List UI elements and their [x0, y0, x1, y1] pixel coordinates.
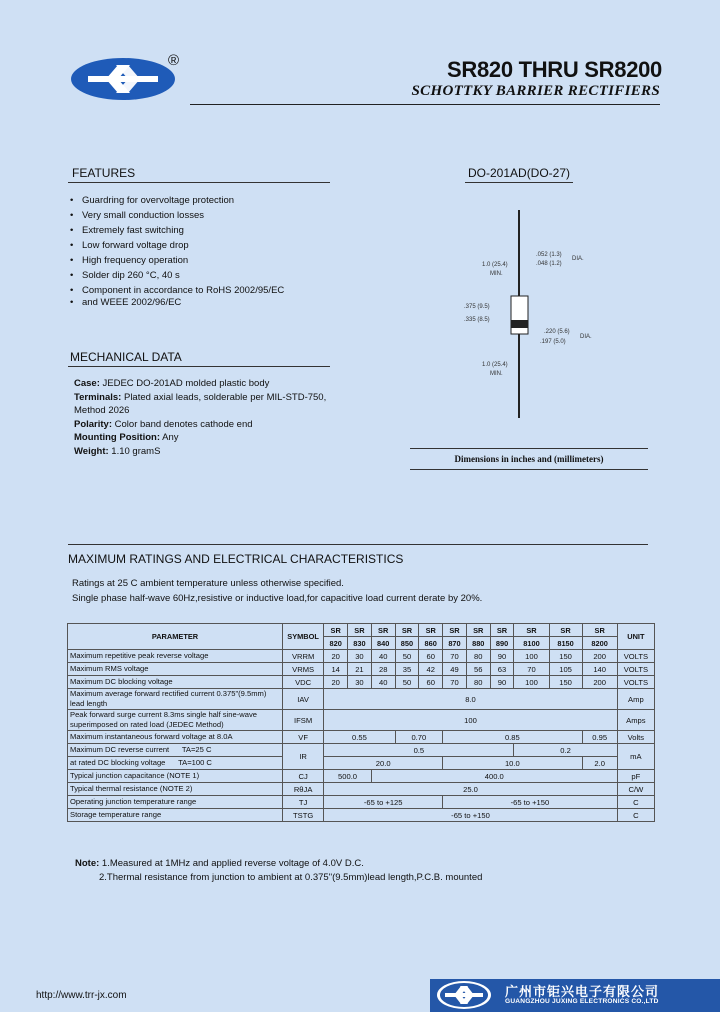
feature-item: • Low forward voltage drop	[70, 238, 284, 253]
dim-lead-length-bottom: 1.0 (25.4)	[482, 362, 508, 368]
dim-min-bottom: MIN.	[490, 371, 503, 377]
value-cell: -65 to +125	[324, 796, 443, 809]
unit-cell: pF	[617, 770, 654, 783]
header-part-number: 880	[466, 637, 490, 650]
value-cell: 105	[549, 663, 582, 676]
features-heading: FEATURES	[72, 166, 136, 180]
table-row	[68, 744, 655, 757]
value-cell: 150	[549, 650, 582, 663]
dim-body-length-1: .375 (9.5)	[464, 304, 490, 310]
feature-item-text: and WEEE 2002/96/EC	[82, 297, 182, 308]
table-row	[68, 770, 655, 783]
notes	[75, 857, 482, 885]
feature-item: • Very small conduction losses	[70, 208, 284, 223]
company-logo	[68, 56, 178, 102]
param-cell: at rated DC blocking voltage TA=100 C	[68, 757, 283, 770]
mech-case: Case: JEDEC DO-201AD molded plastic body	[74, 378, 270, 389]
company-name-cn: 广州市钜兴电子有限公司	[505, 984, 660, 999]
unit-cell: C	[617, 809, 654, 822]
note-2: 2.Thermal resistance from junction to ambient at 0.375"(9.5mm)lead length,P.C.B. mounted	[99, 872, 483, 883]
value-cell: 100	[514, 650, 549, 663]
table-row	[68, 676, 655, 689]
value-cell: 70	[443, 650, 467, 663]
mech-mounting: Mounting Position: Any	[74, 432, 179, 443]
table-row	[68, 809, 655, 822]
param-cell: Maximum instantaneous forward voltage at 8.0A	[68, 731, 283, 744]
header-part-prefix: SR	[466, 624, 490, 637]
symbol-cell: TJ	[282, 796, 323, 809]
mechanical-heading: MECHANICAL DATA	[70, 350, 182, 364]
value-cell: 100	[324, 710, 617, 731]
value-cell: 90	[490, 650, 514, 663]
table-row	[68, 757, 655, 770]
value-cell: 49	[443, 663, 467, 676]
value-cell: 40	[371, 650, 395, 663]
param-cell: Maximum average forward rectified current 0.375"(9.5mm) lead length	[68, 689, 283, 710]
header-symbol: SYMBOL	[282, 624, 323, 650]
registered-mark: ®	[168, 52, 180, 69]
package-divider	[465, 182, 573, 183]
symbol-cell: VDC	[282, 676, 323, 689]
unit-cell: Volts	[617, 731, 654, 744]
dim-min-top: MIN.	[490, 271, 503, 277]
value-cell: 35	[395, 663, 419, 676]
table-row	[68, 710, 655, 731]
features-list	[70, 193, 284, 307]
param-cell: Operating junction temperature range	[68, 796, 283, 809]
value-cell: 0.70	[395, 731, 443, 744]
header-part-number: 830	[348, 637, 372, 650]
symbol-cell: IR	[282, 744, 323, 770]
dim-body-dia-label: DIA.	[580, 334, 592, 340]
unit-cell: C	[617, 796, 654, 809]
mechanical-data	[74, 377, 344, 458]
header-divider	[190, 104, 660, 105]
feature-item: • Component in accordance to RoHS 2002/95/EC	[70, 283, 284, 298]
header-parameter: PARAMETER	[68, 624, 283, 650]
value-cell: 20	[324, 650, 348, 663]
table-row	[68, 731, 655, 744]
symbol-cell: IAV	[282, 689, 323, 710]
symbol-cell: VRMS	[282, 663, 323, 676]
value-cell: 50	[395, 676, 419, 689]
param-cell: Storage temperature range	[68, 809, 283, 822]
value-cell: 20.0	[324, 757, 443, 770]
header-part-prefix: SR	[582, 624, 617, 637]
header-unit: UNIT	[617, 624, 654, 650]
unit-cell: C/W	[617, 783, 654, 796]
header-part-prefix: SR	[490, 624, 514, 637]
value-cell: 2.0	[582, 757, 617, 770]
value-cell: 0.55	[324, 731, 395, 744]
feature-item: • High frequency operation	[70, 253, 284, 268]
value-cell: 0.2	[514, 744, 617, 757]
value-cell: 100	[514, 676, 549, 689]
document-subtitle: SCHOTTKY BARRIER RECTIFIERS	[411, 83, 660, 99]
unit-cell: VOLTS	[617, 650, 654, 663]
ratings-table	[67, 623, 655, 822]
table-row	[68, 663, 655, 676]
symbol-cell: VRRM	[282, 650, 323, 663]
table-header-row	[68, 624, 655, 637]
unit-cell: Amps	[617, 710, 654, 731]
value-cell: 50	[395, 650, 419, 663]
value-cell: 8.0	[324, 689, 617, 710]
table-row	[68, 650, 655, 663]
mech-terminals: Terminals: Plated axial leads, solderable per MIL-STD-750,	[74, 391, 327, 403]
unit-cell: VOLTS	[617, 676, 654, 689]
header-part-prefix: SR	[324, 624, 348, 637]
mechanical-divider	[68, 366, 330, 367]
unit-cell: Amp	[617, 689, 654, 710]
value-cell: 28	[371, 663, 395, 676]
package-outline-diagram	[460, 200, 610, 420]
value-cell: 40	[371, 676, 395, 689]
dim-body-dia-1: .220 (5.6)	[544, 329, 570, 335]
value-cell: 0.85	[443, 731, 582, 744]
value-cell: 30	[348, 676, 372, 689]
dim-lead-dia-1: .052 (1.3)	[536, 252, 562, 258]
mech-terminals-method: Method 2026	[74, 405, 130, 416]
symbol-cell: RθJA	[282, 783, 323, 796]
mech-weight: Weight: 1.10 gramS	[74, 445, 161, 457]
dim-lead-length-top: 1.0 (25.4)	[482, 262, 508, 268]
param-cell: Typical junction capacitance (NOTE 1)	[68, 770, 283, 783]
value-cell: 42	[419, 663, 443, 676]
value-cell: 21	[348, 663, 372, 676]
value-cell: -65 to +150	[324, 809, 617, 822]
footer-logo	[436, 980, 492, 1010]
feature-item: • Solder dip 260 °C, 40 s	[70, 268, 284, 283]
value-cell: 200	[582, 676, 617, 689]
value-cell: 25.0	[324, 783, 617, 796]
value-cell: 60	[419, 650, 443, 663]
value-cell: 200	[582, 650, 617, 663]
value-cell: 0.95	[582, 731, 617, 744]
value-cell: 70	[443, 676, 467, 689]
mech-polarity: Polarity: Color band denotes cathode end	[74, 418, 253, 430]
dimensions-caption: Dimensions in inches and (millimeters)	[410, 448, 648, 470]
unit-cell: mA	[617, 744, 654, 770]
param-cell: Maximum repetitive peak reverse voltage	[68, 650, 283, 663]
symbol-cell: IFSM	[282, 710, 323, 731]
header-part-prefix: SR	[443, 624, 467, 637]
value-cell: 150	[549, 676, 582, 689]
value-cell: 20	[324, 676, 348, 689]
table-row	[68, 689, 655, 710]
header-part-number: 8100	[514, 637, 549, 650]
value-cell: 0.5	[324, 744, 514, 757]
symbol-cell: TSTG	[282, 809, 323, 822]
header-part-prefix: SR	[371, 624, 395, 637]
feature-item: • Extremely fast switching	[70, 223, 284, 238]
header-part-prefix: SR	[514, 624, 549, 637]
website-link[interactable]: http://www.trr-jx.com	[36, 990, 127, 1001]
param-cell: Typical thermal resistance (NOTE 2)	[68, 783, 283, 796]
company-name-en: GUANGZHOU JUXING ELECTRONICS CO.,LTD	[505, 998, 659, 1005]
unit-cell: VOLTS	[617, 663, 654, 676]
table-row	[68, 783, 655, 796]
param-cell: Maximum RMS voltage	[68, 663, 283, 676]
feature-item: • Guardring for overvoltage protection	[70, 193, 284, 208]
package-heading: DO-201AD(DO-27)	[468, 166, 571, 180]
header-part-prefix: SR	[549, 624, 582, 637]
table-row	[68, 796, 655, 809]
feature-item-continued	[70, 298, 284, 307]
header-part-number: 8200	[582, 637, 617, 650]
value-cell: 70	[514, 663, 549, 676]
note-1: Note: 1.Measured at 1MHz and applied reverse voltage of 4.0V D.C.	[75, 858, 364, 869]
header-part-prefix: SR	[348, 624, 372, 637]
param-cell: Maximum DC reverse current TA=25 C	[68, 744, 283, 757]
value-cell: 63	[490, 663, 514, 676]
value-cell: -65 to +150	[443, 796, 618, 809]
value-cell: 14	[324, 663, 348, 676]
value-cell: 56	[466, 663, 490, 676]
value-cell: 60	[419, 676, 443, 689]
value-cell: 80	[466, 650, 490, 663]
ratings-line-1: Ratings at 25 C ambient temperature unless otherwise specified.	[72, 578, 344, 589]
value-cell: 140	[582, 663, 617, 676]
value-cell: 90	[490, 676, 514, 689]
header-part-number: 870	[443, 637, 467, 650]
ratings-heading: MAXIMUM RATINGS AND ELECTRICAL CHARACTERISTICS	[68, 552, 404, 566]
value-cell: 400.0	[371, 770, 617, 783]
header-part-number: 840	[371, 637, 395, 650]
header-part-number: 850	[395, 637, 419, 650]
value-cell: 500.0	[324, 770, 372, 783]
value-cell: 30	[348, 650, 372, 663]
dim-body-dia-2: .197 (5.0)	[540, 339, 566, 345]
value-cell: 10.0	[443, 757, 582, 770]
header-part-number: 820	[324, 637, 348, 650]
header-part-number: 860	[419, 637, 443, 650]
dim-body-length-2: .335 (8.5)	[464, 317, 490, 323]
param-cell: Maximum DC blocking voltage	[68, 676, 283, 689]
header-part-prefix: SR	[419, 624, 443, 637]
header-part-number: 890	[490, 637, 514, 650]
value-cell: 80	[466, 676, 490, 689]
header-part-number: 8150	[549, 637, 582, 650]
header-part-prefix: SR	[395, 624, 419, 637]
ratings-line-2: Single phase half-wave 60Hz,resistive or inductive load,for capacitive load current derate by 20%.	[72, 593, 483, 604]
symbol-cell: CJ	[282, 770, 323, 783]
param-cell: Peak forward surge current 8.3ms single half sine-wave superimposed on rated load (JEDEC Method)	[68, 710, 283, 731]
dim-lead-dia-label: DIA.	[572, 256, 584, 262]
ratings-conditions	[72, 576, 482, 606]
symbol-cell: VF	[282, 731, 323, 744]
features-divider	[68, 182, 330, 183]
ratings-top-divider	[68, 544, 648, 545]
dim-lead-dia-2: .048 (1.2)	[536, 261, 562, 267]
document-title: SR820 THRU SR8200	[447, 57, 662, 82]
